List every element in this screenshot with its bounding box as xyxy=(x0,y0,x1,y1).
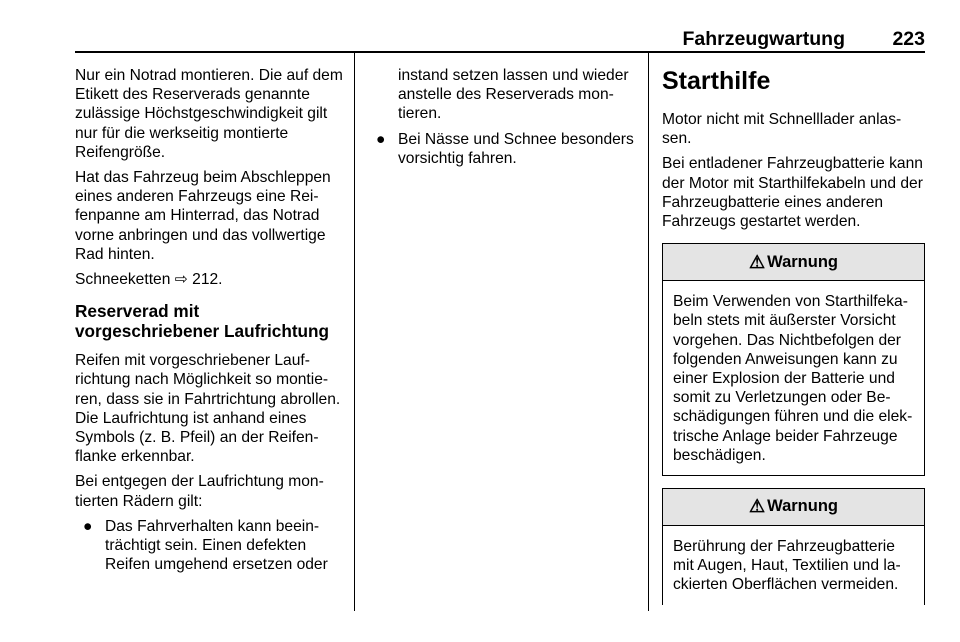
warning-box-1 xyxy=(662,243,925,476)
bullet-list-2 xyxy=(368,66,636,168)
column-divider-2 xyxy=(648,53,649,611)
list-item xyxy=(75,517,343,575)
chapter-title: Fahrzeugwartung xyxy=(682,28,845,50)
paragraph-abschleppen: Hat das Fahrzeug beim Abschleppen eines anderen Fahrzeugs eine Reifenpanne am Hinterrad, das Notrad vorne anbringen und das vollwertige Rad hinten. xyxy=(75,169,331,263)
paragraph-notrad: Nur ein Notrad montieren. Die auf dem Etikett des Reserverads genannte zulässige Höchstgeschwindigkeit gilt nur für die werkseitig montierte Reifengröße. xyxy=(75,67,343,161)
warning-label: Warnung xyxy=(767,252,838,271)
warning-label: Warnung xyxy=(767,497,838,516)
page-header xyxy=(75,28,925,50)
warning-header xyxy=(663,489,924,526)
list-item xyxy=(368,130,636,168)
page-reference-link[interactable]: 212. xyxy=(192,271,223,289)
warning-icon: ⚠ xyxy=(748,251,766,272)
column-1 xyxy=(75,66,343,580)
subheading-reserverad: Reserverad mit vorgeschriebener Laufrichtung xyxy=(75,301,330,342)
page-number: 223 xyxy=(892,28,925,50)
list-item-continued xyxy=(368,66,636,124)
paragraph-entladen: Bei entladener Fahrzeugbatterie kann der Motor mit Starthilfekabeln und der Fahrzeugbatterie eines anderen Fahrzeugs gestartet werden. xyxy=(662,155,923,231)
warning-header xyxy=(663,244,924,281)
bullet-icon: ● xyxy=(83,517,93,535)
warning-box-2 xyxy=(662,488,925,605)
paragraph-entgegen: Bei entgegen der Laufrichtung montierten Rädern gilt: xyxy=(75,473,324,510)
section-title-starthilfe: Starthilfe xyxy=(662,67,771,95)
list-item-text: Das Fahrverhalten kann beeinträchtigt sein. Einen defekten Reifen umgehend ersetzen oder xyxy=(105,517,328,574)
warning-text: Beim Verwenden von Starthilfekabeln stets mit äußerster Vorsicht vorgehen. Das Nichtbefolgen der folgenden Anweisungen kann zu einer Explosion der Batterie und somit zu Verletzungen oder Beschädigungen führen und die elektrische Anlage beider Fahrzeuge beschädigen. xyxy=(673,293,913,464)
bullet-icon: ● xyxy=(376,130,386,148)
warning-text: Berührung der Fahrzeugbatterie mit Augen, Haut, Textilien und lackierten Oberflächen vermeiden. xyxy=(673,538,901,594)
warning-icon: ⚠ xyxy=(748,496,766,517)
header-rule xyxy=(75,51,925,53)
list-item-text: Bei Nässe und Schnee besonders vorsichtig fahren. xyxy=(398,130,634,167)
bullet-list-1 xyxy=(75,517,343,575)
column-2 xyxy=(368,66,636,174)
paragraph-laufrichtung: Reifen mit vorgeschriebener Laufrichtung nach Möglichkeit so montieren, dass sie in Fahrtrichtung abrollen. Die Laufrichtung ist anhand eines Symbols (z. B. Pfeil) an der Reifenflanke erkennbar. xyxy=(75,352,341,466)
list-item-text: instand setzen lassen und wieder anstelle des Reserverads montieren. xyxy=(398,67,629,123)
schneeketten-text: Schneeketten xyxy=(75,271,171,289)
paragraph-schneeketten xyxy=(75,270,343,289)
column-3 xyxy=(662,66,925,605)
column-divider-1 xyxy=(354,53,355,611)
ref-arrow-icon: ⇨ xyxy=(174,271,188,289)
paragraph-schnelllader: Motor nicht mit Schnelllader anlassen. xyxy=(662,111,902,148)
